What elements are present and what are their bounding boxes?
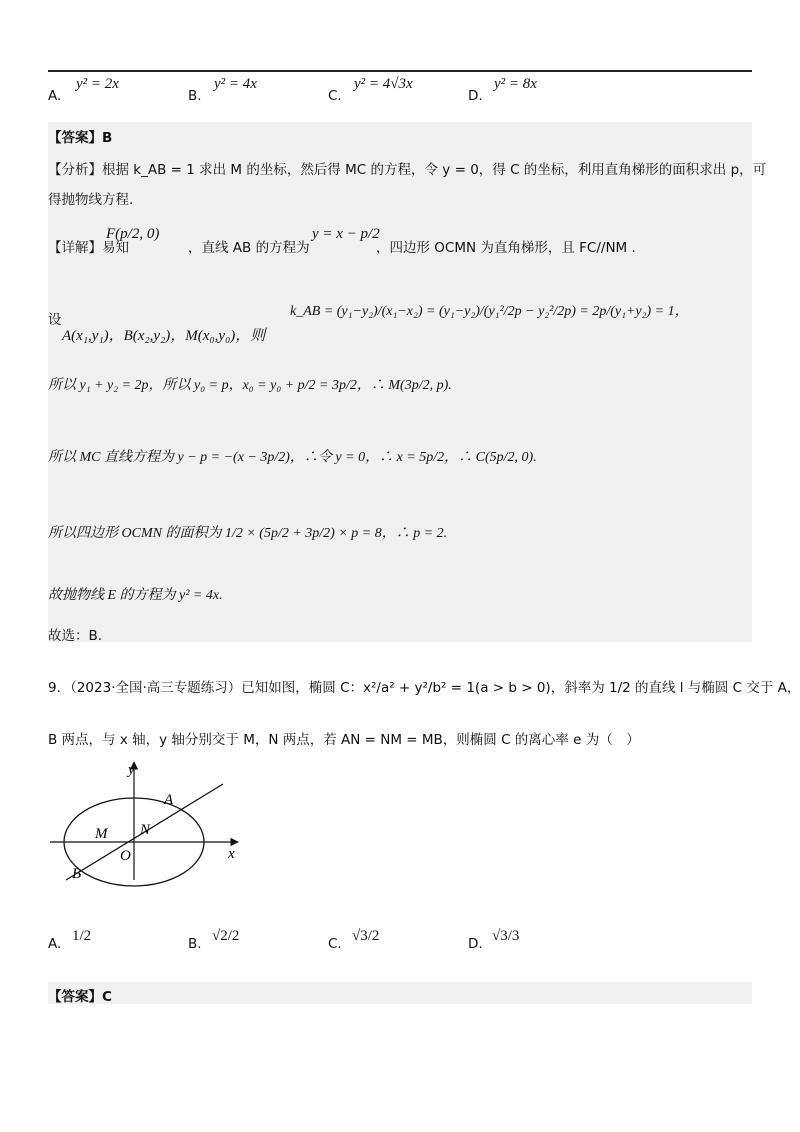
q9-option-d-label: D. [468, 936, 483, 952]
option-label: D. [468, 88, 483, 104]
label-b: B [72, 866, 82, 882]
q9-answer-block [48, 982, 752, 1004]
label-a: A [164, 792, 174, 808]
q8-option-b-formula: y² = 4x [214, 76, 257, 92]
header-rule [48, 70, 752, 72]
q8-set-points: A(x₁,y₁)，B(x₂,y₂)，M(x₀,y₀)，则 [62, 328, 266, 344]
q8-analysis-line2: 得抛物线方程. [48, 192, 134, 208]
option-label: A. [48, 88, 62, 104]
q9-stem-line1: 9．（2023·全国·高三专题练习）已知如图，椭圆 C：x²/a² + y²/b² = 1(a > b > 0)，斜率为 1/2 的直线 l 与椭圆 C 交于 A， [48, 680, 800, 696]
q8-set-label: 设 [48, 312, 62, 328]
q8-focus-formula: F(p/2, 0) [106, 226, 160, 242]
label-y: y [128, 762, 135, 778]
q8-answer: 【答案】B [48, 130, 113, 146]
option-label: B. [188, 88, 202, 104]
q9-option-a-label: A. [48, 936, 62, 952]
q8-line-area: 所以四边形 OCMN 的面积为 1/2 × (5p/2 + 3p/2) × p = 8，∴ p = 2. [48, 526, 448, 541]
label-x: x [228, 846, 235, 862]
q8-option-b [188, 88, 202, 104]
label-n: N [140, 822, 151, 838]
q8-detail-end: ，四边形 OCMN 为直角梯形，且 FC//NM . [376, 240, 636, 256]
q8-line-formula: y = x − p/2 [312, 226, 380, 242]
q8-option-a [48, 88, 61, 104]
q8-choice: 故选：B. [48, 628, 103, 644]
q8-line-eq: 故抛物线 E 的方程为 y² = 4x. [48, 588, 223, 603]
q9-option-b-value: √2/2 [212, 928, 240, 944]
option-label: C. [328, 88, 342, 104]
q8-option-d [468, 88, 483, 104]
q8-option-a-formula: y² = 2x [76, 76, 119, 92]
q9-option-a-value: 1/2 [72, 928, 92, 944]
q9-stem-line2: B 两点，与 x 轴，y 轴分别交于 M，N 两点，若 AN = NM = MB，则椭圆 C 的离心率 e 为（ ） [48, 732, 640, 748]
ellipse-figure [48, 758, 268, 888]
q8-line-mc: 所以 MC 直线方程为 y − p = −(x − 3p/2)，∴令 y = 0，∴ x = 5p/2，∴ C(5p/2, 0). [48, 450, 537, 465]
q8-option-c-formula: y² = 4√3x [354, 76, 413, 92]
q9-option-c-value: √3/2 [352, 928, 380, 944]
q8-detail-prefix: 【详解】易知 [48, 240, 129, 256]
q9-option-c-label: C. [328, 936, 342, 952]
q9-option-d-value: √3/3 [492, 928, 520, 944]
q8-line-sum: 所以 y₁ + y₂ = 2p，所以 y₀ = p，x₀ = y₀ + p/2 = 3p/2，∴ M(3p/2, p). [48, 378, 452, 393]
q8-option-c [328, 88, 342, 104]
q9-answer: 【答案】C [48, 989, 112, 1005]
q8-option-d-formula: y² = 8x [494, 76, 537, 92]
q8-slope-equation: k_AB = (y₁−y₂)/(x₁−x₂) = (y₁−y₂)/(y₁²/2p − y₂²/2p) = 2p/(y₁+y₂) = 1， [290, 304, 689, 319]
q8-analysis-line1: 【分析】根据 k_AB = 1 求出 M 的坐标，然后得 MC 的方程，令 y = 0，得 C 的坐标，利用直角梯形的面积求出 p，可 [48, 162, 767, 178]
label-o: O [120, 848, 131, 864]
q9-option-b-label: B. [188, 936, 202, 952]
q8-detail-mid: ，直线 AB 的方程为 [188, 240, 310, 256]
label-m: M [95, 826, 108, 842]
